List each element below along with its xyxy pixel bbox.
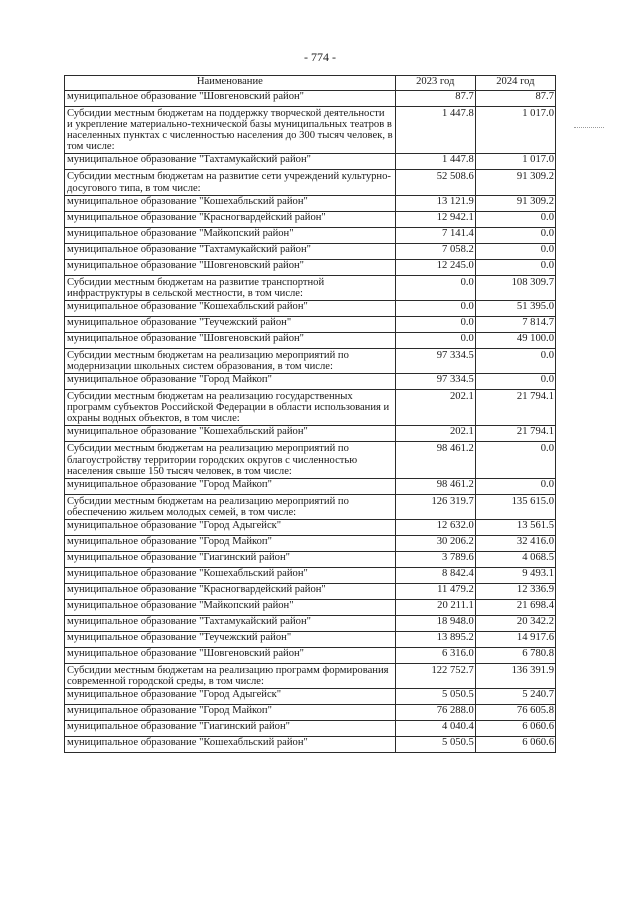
row-2024-cell: 32 416.0	[475, 535, 555, 551]
table-row	[65, 599, 556, 615]
row-name-cell: Субсидии местным бюджетам на реализацию программ формирования современной городской среды, в том числе:	[65, 663, 396, 688]
table-row	[65, 535, 556, 551]
budget-table	[64, 75, 556, 753]
row-name-cell: муниципальное образование "Тахтамукайский район"	[65, 154, 396, 170]
row-2023-cell: 18 948.0	[395, 615, 475, 631]
row-2023-cell: 87.7	[395, 91, 475, 107]
row-name-cell: муниципальное образование "Шовгеновский район"	[65, 259, 396, 275]
table-row	[65, 615, 556, 631]
row-name-cell: муниципальное образование "Кошехабльский район"	[65, 567, 396, 583]
row-2023-cell: 5 050.5	[395, 689, 475, 705]
row-name-cell: муниципальное образование "Теучежский район"	[65, 316, 396, 332]
row-2023-cell: 98 461.2	[395, 478, 475, 494]
row-name-cell: муниципальное образование "Кошехабльский район"	[65, 737, 396, 753]
row-2024-cell: 0.0	[475, 211, 555, 227]
row-name-cell: муниципальное образование "Город Майкоп"	[65, 705, 396, 721]
row-name-cell: Субсидии местным бюджетам на реализацию государственных программ субъектов Российской Федерации в области использования и охраны водных объектов, в том числе:	[65, 390, 396, 426]
table-row	[65, 227, 556, 243]
row-name-cell: Субсидии местным бюджетам на развитие сети учреждений культурно-досугового типа, в том числе:	[65, 170, 396, 195]
row-2024-cell: 5 240.7	[475, 689, 555, 705]
row-2023-cell: 52 508.6	[395, 170, 475, 195]
row-2024-cell: 20 342.2	[475, 615, 555, 631]
header-2024: 2024 год	[475, 76, 555, 91]
table-row	[65, 567, 556, 583]
row-2024-cell: 91 309.2	[475, 195, 555, 211]
table-row	[65, 689, 556, 705]
row-2024-cell: 51 395.0	[475, 300, 555, 316]
row-2024-cell: 4 068.5	[475, 551, 555, 567]
row-name-cell: муниципальное образование "Майкопский район"	[65, 599, 396, 615]
row-2023-cell: 1 447.8	[395, 107, 475, 154]
row-name-cell: муниципальное образование "Гиагинский район"	[65, 721, 396, 737]
row-name-cell: Субсидии местным бюджетам на реализацию мероприятий по модернизации школьных систем образования, в том числе:	[65, 348, 396, 373]
row-2024-cell: 0.0	[475, 243, 555, 259]
table-row	[65, 348, 556, 373]
row-2023-cell: 4 040.4	[395, 721, 475, 737]
row-2023-cell: 98 461.2	[395, 442, 475, 478]
table-row	[65, 300, 556, 316]
row-2024-cell: 7 814.7	[475, 316, 555, 332]
row-2023-cell: 12 942.1	[395, 211, 475, 227]
page-number: - 774 -	[304, 50, 336, 64]
table-row	[65, 551, 556, 567]
row-name-cell: муниципальное образование "Город Майкоп"	[65, 374, 396, 390]
row-name-cell: Субсидии местным бюджетам на реализацию мероприятий по благоустройству территории городских округов с численностью населения свыше 150 тысяч человек, в том числе:	[65, 442, 396, 478]
row-2023-cell: 12 632.0	[395, 519, 475, 535]
row-2024-cell: 6 060.6	[475, 737, 555, 753]
table-row	[65, 519, 556, 535]
row-2023-cell: 3 789.6	[395, 551, 475, 567]
row-2023-cell: 7 141.4	[395, 227, 475, 243]
table-row	[65, 442, 556, 478]
row-2023-cell: 13 121.9	[395, 195, 475, 211]
header-2023: 2023 год	[395, 76, 475, 91]
row-2024-cell: 0.0	[475, 478, 555, 494]
row-name-cell: муниципальное образование "Гиагинский район"	[65, 551, 396, 567]
row-2024-cell: 1 017.0	[475, 154, 555, 170]
table-row	[65, 332, 556, 348]
row-2023-cell: 13 895.2	[395, 631, 475, 647]
row-2024-cell: 0.0	[475, 442, 555, 478]
row-name-cell: муниципальное образование "Кошехабльский район"	[65, 426, 396, 442]
row-2024-cell: 6 060.6	[475, 721, 555, 737]
row-2024-cell: 9 493.1	[475, 567, 555, 583]
row-2023-cell: 0.0	[395, 300, 475, 316]
table-row	[65, 374, 556, 390]
row-2024-cell: 1 017.0	[475, 107, 555, 154]
table-row	[65, 721, 556, 737]
row-2024-cell: 49 100.0	[475, 332, 555, 348]
row-name-cell: муниципальное образование "Кошехабльский район"	[65, 300, 396, 316]
row-2024-cell: 0.0	[475, 259, 555, 275]
table-row	[65, 494, 556, 519]
row-name-cell: Субсидии местным бюджетам на поддержку творческой деятельности и укрепление материально-технической базы муниципальных театров в населенных пунктах с численностью населения до 300 тысяч человек, в том числе:	[65, 107, 396, 154]
row-2024-cell: 21 698.4	[475, 599, 555, 615]
row-2024-cell: 136 391.9	[475, 663, 555, 688]
row-2023-cell: 6 316.0	[395, 647, 475, 663]
row-2024-cell: 13 561.5	[475, 519, 555, 535]
row-2023-cell: 202.1	[395, 426, 475, 442]
row-name-cell: муниципальное образование "Город Адыгейск"	[65, 519, 396, 535]
row-name-cell: муниципальное образование "Шовгеновский район"	[65, 332, 396, 348]
row-2024-cell: 14 917.6	[475, 631, 555, 647]
row-name-cell: муниципальное образование "Красногвардейский район"	[65, 211, 396, 227]
table-row	[65, 195, 556, 211]
row-2023-cell: 8 842.4	[395, 567, 475, 583]
row-2023-cell: 20 211.1	[395, 599, 475, 615]
row-2023-cell: 11 479.2	[395, 583, 475, 599]
row-2023-cell: 126 319.7	[395, 494, 475, 519]
row-2024-cell: 21 794.1	[475, 390, 555, 426]
table-row	[65, 154, 556, 170]
table-row	[65, 737, 556, 753]
row-name-cell: Субсидии местным бюджетам на реализацию мероприятий по обеспечению жильем молодых семей, в том числе:	[65, 494, 396, 519]
table-row	[65, 478, 556, 494]
table-row	[65, 259, 556, 275]
row-2024-cell: 108 309.7	[475, 275, 555, 300]
row-name-cell: муниципальное образование "Теучежский район"	[65, 631, 396, 647]
row-2024-cell: 0.0	[475, 348, 555, 373]
table-body	[65, 91, 556, 753]
row-name-cell: муниципальное образование "Город Адыгейск"	[65, 689, 396, 705]
table-row	[65, 316, 556, 332]
table-row	[65, 583, 556, 599]
row-2023-cell: 1 447.8	[395, 154, 475, 170]
row-2024-cell: 87.7	[475, 91, 555, 107]
row-name-cell: муниципальное образование "Красногвардейский район"	[65, 583, 396, 599]
row-2024-cell: 76 605.8	[475, 705, 555, 721]
table-row	[65, 275, 556, 300]
row-2024-cell: 135 615.0	[475, 494, 555, 519]
row-name-cell: муниципальное образование "Город Майкоп"	[65, 478, 396, 494]
row-2023-cell: 7 058.2	[395, 243, 475, 259]
row-2024-cell: 91 309.2	[475, 170, 555, 195]
table-row	[65, 107, 556, 154]
row-2023-cell: 122 752.7	[395, 663, 475, 688]
row-name-cell: муниципальное образование "Шовгеновский район"	[65, 91, 396, 107]
row-2023-cell: 0.0	[395, 332, 475, 348]
table-row	[65, 663, 556, 688]
row-2023-cell: 97 334.5	[395, 374, 475, 390]
row-2023-cell: 0.0	[395, 275, 475, 300]
row-name-cell: Субсидии местным бюджетам на развитие транспортной инфраструктуры в сельской местности, в том числе:	[65, 275, 396, 300]
table-row	[65, 243, 556, 259]
row-2023-cell: 5 050.5	[395, 737, 475, 753]
row-name-cell: муниципальное образование "Тахтамукайский район"	[65, 243, 396, 259]
row-name-cell: муниципальное образование "Шовгеновский район"	[65, 647, 396, 663]
row-name-cell: муниципальное образование "Тахтамукайский район"	[65, 615, 396, 631]
row-name-cell: муниципальное образование "Майкопский район"	[65, 227, 396, 243]
table-row	[65, 705, 556, 721]
row-2023-cell: 30 206.2	[395, 535, 475, 551]
table-row	[65, 426, 556, 442]
table-row	[65, 170, 556, 195]
row-2023-cell: 97 334.5	[395, 348, 475, 373]
table-row	[65, 647, 556, 663]
table-row	[65, 91, 556, 107]
scan-artifact-line	[574, 127, 604, 129]
row-2024-cell: 21 794.1	[475, 426, 555, 442]
table-row	[65, 390, 556, 426]
header-name: Наименование	[65, 76, 396, 91]
row-2024-cell: 0.0	[475, 374, 555, 390]
table-header-row	[65, 76, 556, 91]
row-2024-cell: 6 780.8	[475, 647, 555, 663]
row-2023-cell: 12 245.0	[395, 259, 475, 275]
row-2024-cell: 12 336.9	[475, 583, 555, 599]
row-2023-cell: 202.1	[395, 390, 475, 426]
table-row	[65, 211, 556, 227]
row-name-cell: муниципальное образование "Город Майкоп"	[65, 535, 396, 551]
table-row	[65, 631, 556, 647]
row-2023-cell: 76 288.0	[395, 705, 475, 721]
row-2024-cell: 0.0	[475, 227, 555, 243]
row-2023-cell: 0.0	[395, 316, 475, 332]
row-name-cell: муниципальное образование "Кошехабльский район"	[65, 195, 396, 211]
